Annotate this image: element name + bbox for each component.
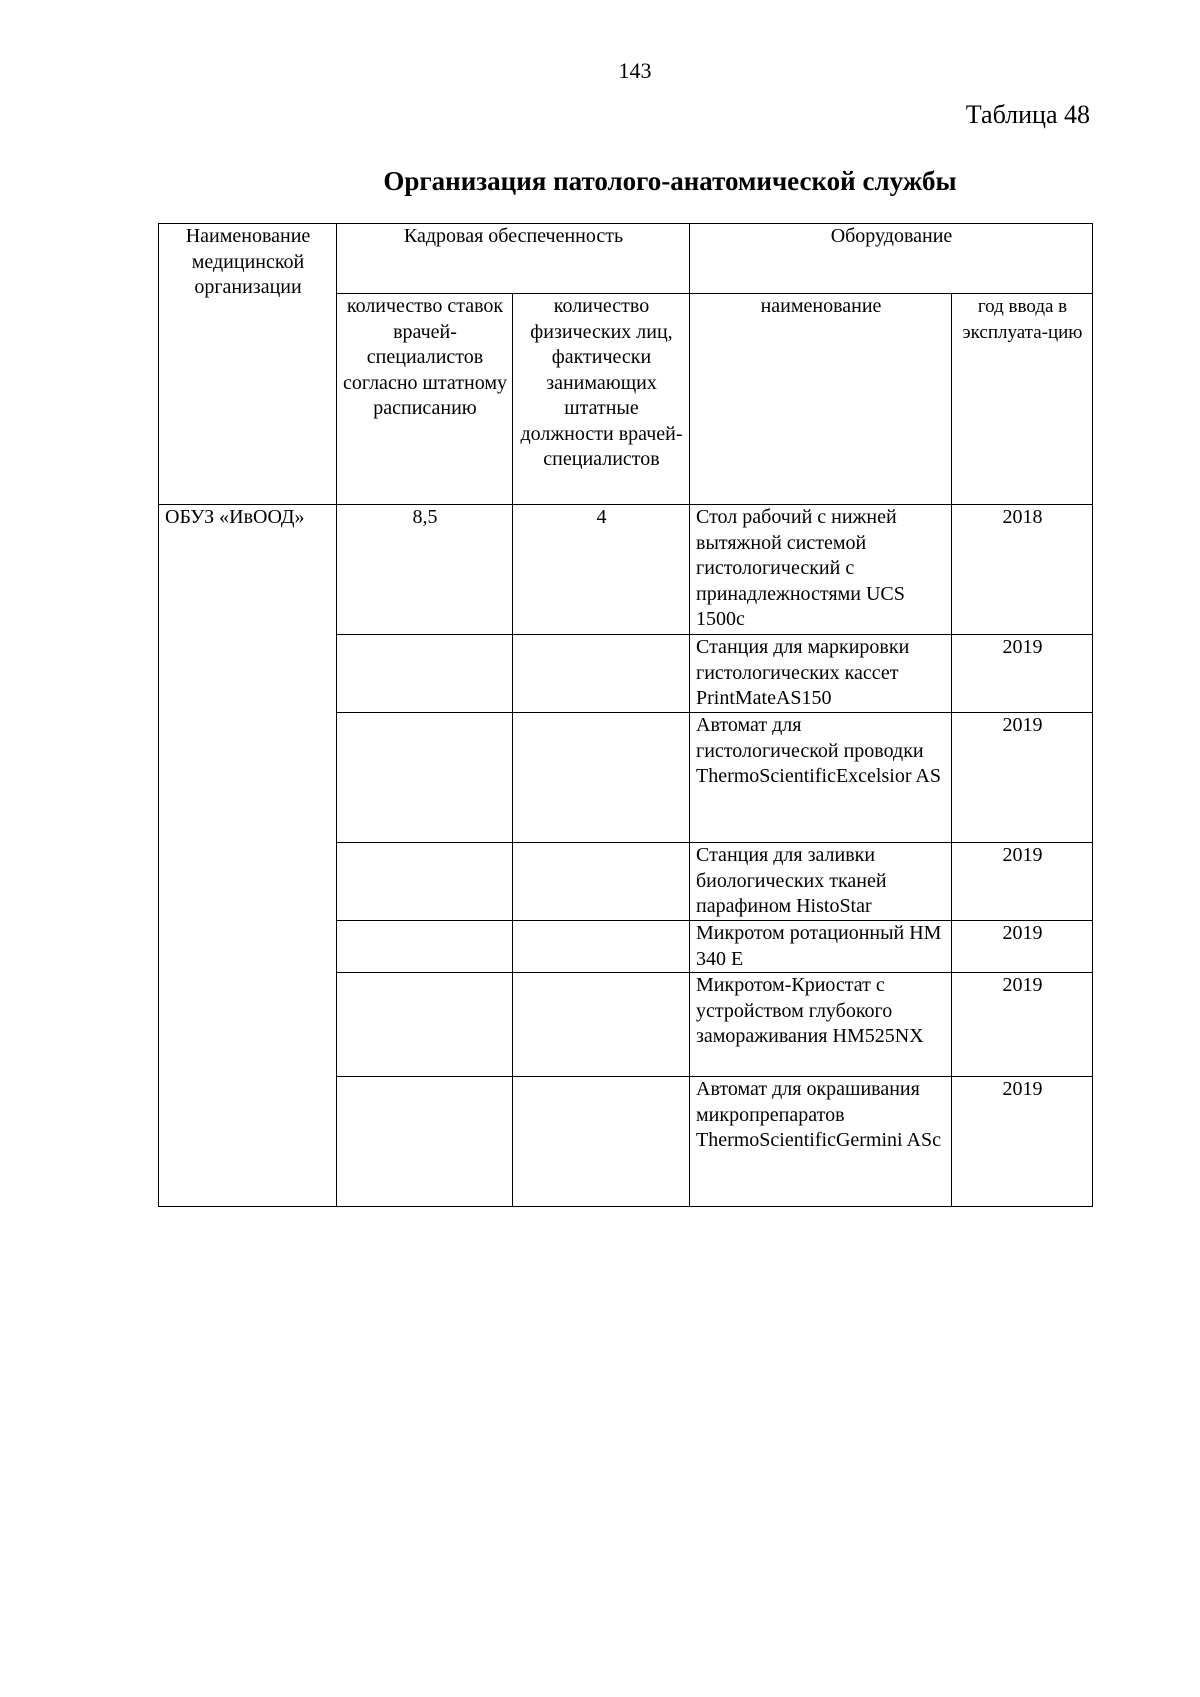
cell-equipment-year: 2019: [952, 713, 1093, 843]
header-equipment: Оборудование: [690, 224, 1093, 294]
cell-equipment-name: Автомат для окрашивания микропрепаратов ThermoScientificGermini ASc: [690, 1077, 952, 1207]
header-staff-persons: количество физических лиц, фактически занимающих штатные должности врачей-специалистов: [513, 294, 690, 505]
pathology-service-table: [158, 223, 1093, 1207]
cell-persons: [513, 921, 690, 973]
cell-rates: [337, 713, 513, 843]
header-staffing: Кадровая обеспеченность: [337, 224, 690, 294]
cell-equipment-year: 2019: [952, 843, 1093, 921]
cell-equipment-year: 2019: [952, 973, 1093, 1077]
cell-equipment-name: Стол рабочий с нижней вытяжной системой гистологический с принадлежностями UCS 1500c: [690, 505, 952, 635]
table-label: Таблица 48: [965, 100, 1090, 129]
cell-rates: [337, 1077, 513, 1207]
cell-rates: [337, 843, 513, 921]
cell-equipment-name: Станция для заливки биологических тканей парафином HistoStar: [690, 843, 952, 921]
cell-rates: [337, 973, 513, 1077]
document-title: Организация патолого-анатомической службы: [383, 166, 957, 196]
cell-rates: 8,5: [337, 505, 513, 635]
cell-equipment-year: 2019: [952, 921, 1093, 973]
header-organization: Наименование медицинской организации: [159, 224, 337, 505]
header-staff-rates: количество ставок врачей-специалистов согласно штатному расписанию: [337, 294, 513, 505]
cell-persons: [513, 843, 690, 921]
cell-equipment-name: Микротом ротационный HM 340 E: [690, 921, 952, 973]
cell-equipment-year: 2018: [952, 505, 1093, 635]
cell-equipment-year: 2019: [952, 635, 1093, 713]
cell-rates: [337, 921, 513, 973]
cell-rates: [337, 635, 513, 713]
table-row: [159, 505, 1093, 635]
cell-persons: 4: [513, 505, 690, 635]
page-number: 143: [618, 58, 652, 83]
header-equipment-year: год ввода в эксплуата-цию: [952, 294, 1093, 505]
cell-organization: ОБУЗ «ИвООД»: [159, 505, 337, 1207]
cell-persons: [513, 635, 690, 713]
cell-equipment-name: Микротом-Криостат с устройством глубокого замораживания HM525NX: [690, 973, 952, 1077]
cell-persons: [513, 713, 690, 843]
cell-persons: [513, 1077, 690, 1207]
cell-persons: [513, 973, 690, 1077]
cell-equipment-year: 2019: [952, 1077, 1093, 1207]
header-equipment-name: наименование: [690, 294, 952, 505]
cell-equipment-name: Автомат для гистологической проводки ThermoScientificExcelsior AS: [690, 713, 952, 843]
cell-equipment-name: Станция для маркировки гистологических кассет PrintMateAS150: [690, 635, 952, 713]
header-row-top: [159, 224, 1093, 294]
